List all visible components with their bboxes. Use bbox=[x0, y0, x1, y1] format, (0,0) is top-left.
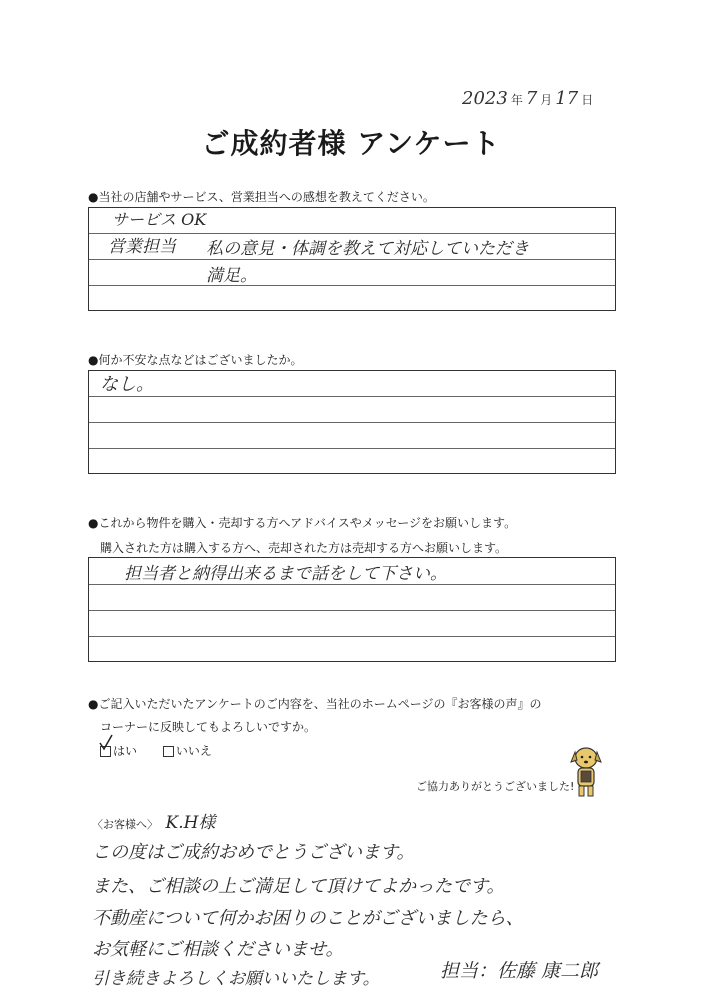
customer-label: 〈お客様へ〉 bbox=[92, 818, 158, 831]
q2-answer-line-1: なし。 bbox=[100, 374, 154, 395]
q3-question-sub: 購入された方は購入する方へ、売却された方は売却する方へお願いします。 bbox=[100, 541, 508, 555]
q1-answer-line-2: 営業担当 bbox=[108, 237, 176, 257]
customer-heading bbox=[92, 808, 215, 833]
q1-answer-line-3: 私の意見・体調を教えて対応していただき bbox=[206, 239, 529, 259]
dog-mascot-icon bbox=[566, 742, 606, 804]
message-line-4: お気軽にご相談くださいませ。 bbox=[92, 939, 344, 960]
q2-answer-box bbox=[88, 370, 616, 474]
q1-answer-line-4: 満足。 bbox=[206, 266, 257, 286]
q3-question: ●これから物件を購入・売却する方へアドバイスやメッセージをお願いします。 bbox=[88, 516, 517, 530]
no-checkbox[interactable] bbox=[163, 746, 174, 757]
q4-question: ●ご記入いただいたアンケートのご内容を、当社のホームページの『お客様の声』の bbox=[88, 697, 542, 711]
q1-question: ●当社の店舗やサービス、営業担当への感想を教えてください。 bbox=[88, 190, 435, 204]
date-day: 17 bbox=[555, 88, 579, 109]
q1-answer-line-1: サービス OK bbox=[112, 210, 207, 229]
date bbox=[462, 88, 596, 109]
thanks-message: ご協力ありがとうございました! bbox=[416, 780, 575, 793]
date-year: 2023 bbox=[462, 88, 508, 109]
staff-signature: 担当：佐藤 康二郎 bbox=[440, 960, 599, 982]
consent-options bbox=[100, 742, 212, 759]
message-line-5: 引き続きよろしくお願いいたします。 bbox=[92, 969, 380, 989]
q4-question-sub: コーナーに反映してもよろしいですか。 bbox=[100, 720, 317, 734]
check-mark-icon bbox=[98, 734, 114, 756]
no-label: いいえ bbox=[175, 744, 212, 758]
date-month: 7 bbox=[525, 88, 538, 109]
year-label: 年 bbox=[510, 93, 523, 107]
no-option[interactable] bbox=[163, 744, 212, 758]
page-title: ご成約者様 アンケート bbox=[201, 127, 501, 160]
message-line-1: この度はご成約おめでとうございます。 bbox=[92, 842, 415, 863]
q2-question: ●何か不安な点などはございましたか。 bbox=[88, 353, 303, 367]
message-line-2: また、ご相談の上ご満足して頂けてよかったです。 bbox=[92, 876, 505, 897]
customer-name: K.H様 bbox=[165, 813, 216, 833]
yes-label: はい bbox=[113, 744, 138, 758]
message-line-3: 不動産について何かお困りのことがございましたら、 bbox=[92, 908, 524, 929]
day-label: 日 bbox=[581, 93, 594, 107]
q3-answer-line-1: 担当者と納得出来るまで話をして下さい。 bbox=[124, 564, 447, 584]
month-label: 月 bbox=[540, 93, 553, 107]
